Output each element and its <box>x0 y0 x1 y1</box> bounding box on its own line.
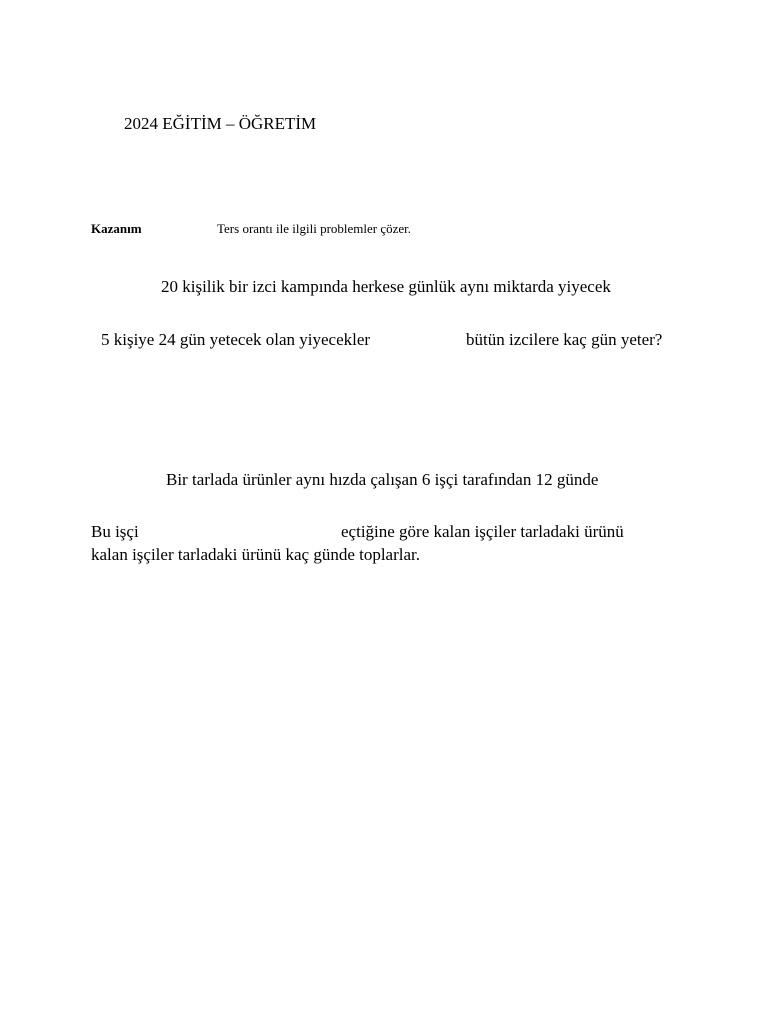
problem-1-line-2-right: bütün izcilere kaç gün yeter? <box>466 330 663 349</box>
problem-2-line-2-right: eçtiğine göre kalan işçiler tarladaki ürünü <box>341 522 624 541</box>
problem-2-line-1: Bir tarlada ürünler aynı hızda çalışan 6 işçi tarafından 12 günde <box>166 470 599 489</box>
problem-2-line-3: kalan işçiler tarladaki ürünü kaç günde toplarlar. <box>91 545 421 564</box>
problem-2-line-2-left: Bu işçi <box>91 522 139 541</box>
page-title: 2024 EĞİTİM – ÖĞRETİM <box>124 114 317 133</box>
problem-1-line-2-left: 5 kişiye 24 gün yetecek olan yiyecekler <box>101 330 371 349</box>
objective-text: Ters orantı ile ilgili problemler çözer. <box>217 221 412 236</box>
objective-label: Kazanım <box>91 221 142 236</box>
problem-1-line-1: 20 kişilik bir izci kampında herkese günlük aynı miktarda yiyecek <box>161 277 611 296</box>
